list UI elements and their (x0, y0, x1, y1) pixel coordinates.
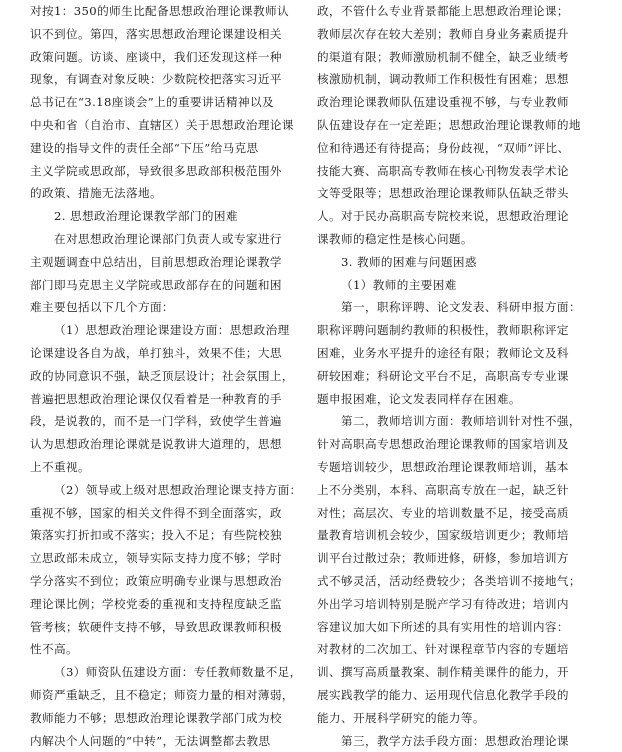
text-line: 对教材的二次加工、针对课程章节内容的专题培 (317, 638, 589, 661)
text-line: 人。对于民办高职高专院校来说，思想政治理论 (317, 205, 589, 228)
text-line: 学分落实不到位；政策应明确专业课与思想政治 (30, 570, 302, 593)
right-column (317, 0, 589, 752)
text-line: 容建议加大如下所述的具有实用性的培训内容： (317, 616, 589, 639)
text-line: 题申报困难，论文发表同样存在困难。 (317, 388, 589, 411)
text-line: 管考核；软硬件支持不够，导致思政课教师积极 (30, 616, 302, 639)
text-line: 教师层次存在较大差别；教师自身业务素质提升 (317, 23, 589, 46)
text-line: 技能大赛、高职高专教师在核心刊物发表学术论 (317, 160, 589, 183)
text-line: 上不重视。 (30, 456, 302, 479)
text-line: 上不分类别，本科、高职高专放在一起，缺乏针 (317, 479, 589, 502)
text-line: 训平台过散过杂；教师进修，研修，参加培训方 (317, 547, 589, 570)
text-line: 3. 教师的困难与问题困惑 (317, 251, 589, 274)
text-line: 外出学习培训特别是脱产学习有待改进；培训内 (317, 593, 589, 616)
text-line: 课教师的稳定性是核心问题。 (317, 228, 589, 251)
text-line: 总书记在“3.18座谈会”上的重要讲话精神以及 (30, 91, 302, 114)
left-column (30, 0, 302, 752)
text-line: 的政策、措施无法落地。 (30, 182, 302, 205)
text-line: 部门即马克思主义学院或思政部存在的问题和困 (30, 274, 302, 297)
text-line: 在对思想政治理论课部门负责人或专家进行 (30, 228, 302, 251)
text-line: （2）领导或上级对思想政治理论课支持方面： (30, 479, 302, 502)
text-line: 政，不管什么专业背景都能上思想政治理论课； (317, 0, 589, 23)
text-line: 策落实打折扣或不落实；投入不足；有些院校独 (30, 524, 302, 547)
text-line: 文等受限等；思想政治理论课教师队伍缺乏带头 (317, 182, 589, 205)
text-line: 训、撰写高质量教案、制作精美课件的能力，开 (317, 661, 589, 684)
text-line: 难主要包括以下几个方面： (30, 296, 302, 319)
text-line: 识不到位。第四，落实思想政治理论课建设相关 (30, 23, 302, 46)
text-line: 展实践教学的能力、运用现代信息化教学手段的 (317, 684, 589, 707)
text-line: 重视不够，国家的相关文件得不到全面落实，政 (30, 502, 302, 525)
text-line: 师资严重缺乏，且不稳定；师资力量的相对薄弱， (30, 684, 302, 707)
text-line: 困难，业务水平提升的途径有限；教师论文及科 (317, 342, 589, 365)
text-line: 研较困难；科研论文平台不足，高职高专专业课 (317, 365, 589, 388)
text-line: 专题培训较少，思想政治理论课教师培训，基本 (317, 456, 589, 479)
text-line: 性不高。 (30, 638, 302, 661)
text-line: 建设的指导文件的责任全部“下压”给马克思 (30, 137, 302, 160)
text-line: 政治理论课教师队伍建设重视不够，与专业教师 (317, 91, 589, 114)
text-line: 第一，职称评聘、论文发表、科研申报方面： (317, 296, 589, 319)
text-line: 立思政部未成立，领导实际支持力度不够；学时 (30, 547, 302, 570)
text-line: 职称评聘问题制约教师的积极性，教师职称评定 (317, 319, 589, 342)
text-line: 量教育培训机会较少，国家级培训更少；教师培 (317, 524, 589, 547)
text-line: 位和待遇还有待提高；身份歧视，“双师”评比、 (317, 137, 589, 160)
text-line: （3）师资队伍建设方面：专任教师数量不足， (30, 661, 302, 684)
text-line: 核激励机制，调动教师工作积极性有困难；思想 (317, 68, 589, 91)
text-line: 2. 思想政治理论课教学部门的困难 (30, 205, 302, 228)
text-line: 中央和省（自治市、直辖区）关于思想政治理论课 (30, 114, 302, 137)
text-line: 教师能力不够；思想政治理论课教学部门成为校 (30, 707, 302, 730)
text-line: 对性；高层次、专业的培训数量不足，接受高质 (317, 502, 589, 525)
text-line: 论课建设各自为战，单打独斗，效果不佳；大思 (30, 342, 302, 365)
text-line: 式不够灵活，活动经费较少；各类培训不接地气； (317, 570, 589, 593)
text-line: 普遍把思想政治理论课仅仅看着是一种教育的手 (30, 388, 302, 411)
text-line: 政策问题。访谈、座谈中，我们还发现这样一种 (30, 46, 302, 69)
text-line: 的渠道有限；教师激励机制不健全，缺乏业绩考 (317, 46, 589, 69)
text-line: 政的协同意识不强，缺乏顶层设计；社会氛围上， (30, 365, 302, 388)
text-line: （1）教师的主要困难 (317, 274, 589, 297)
text-line: 针对高职高专思想政治理论课教师的国家培训及 (317, 433, 589, 456)
text-line: 能力、开展科学研究的能力等。 (317, 707, 589, 730)
text-line: 段，是说教的，而不是一门学科，致使学生普遍 (30, 410, 302, 433)
text-line: 理论课比例；学校党委的重视和支持程度缺乏监 (30, 593, 302, 616)
text-line: 队伍建设存在一定差距；思想政治理论课教师的地 (317, 114, 589, 137)
text-line: 对按1：350的师生比配备思想政治理论课教师认 (30, 0, 302, 23)
text-line: 内解决个人问题的“中转”，无法调整都去教思 (30, 730, 302, 752)
text-line: （1）思想政治理论课建设方面：思想政治理 (30, 319, 302, 342)
text-line: 现象，有调查对象反映：少数院校把落实习近平 (30, 68, 302, 91)
text-line: 第二，教师培训方面：教师培训针对性不强， (317, 410, 589, 433)
text-line: 第三，教学方法手段方面：思想政治理论课 (317, 730, 589, 752)
text-line: 主义学院或思政部，导致很多思政部积极范围外 (30, 160, 302, 183)
text-line: 主观题调查中总结出，目前思想政治理论课教学 (30, 251, 302, 274)
text-line: 认为思想政治理论课就是说教讲大道理的，思想 (30, 433, 302, 456)
